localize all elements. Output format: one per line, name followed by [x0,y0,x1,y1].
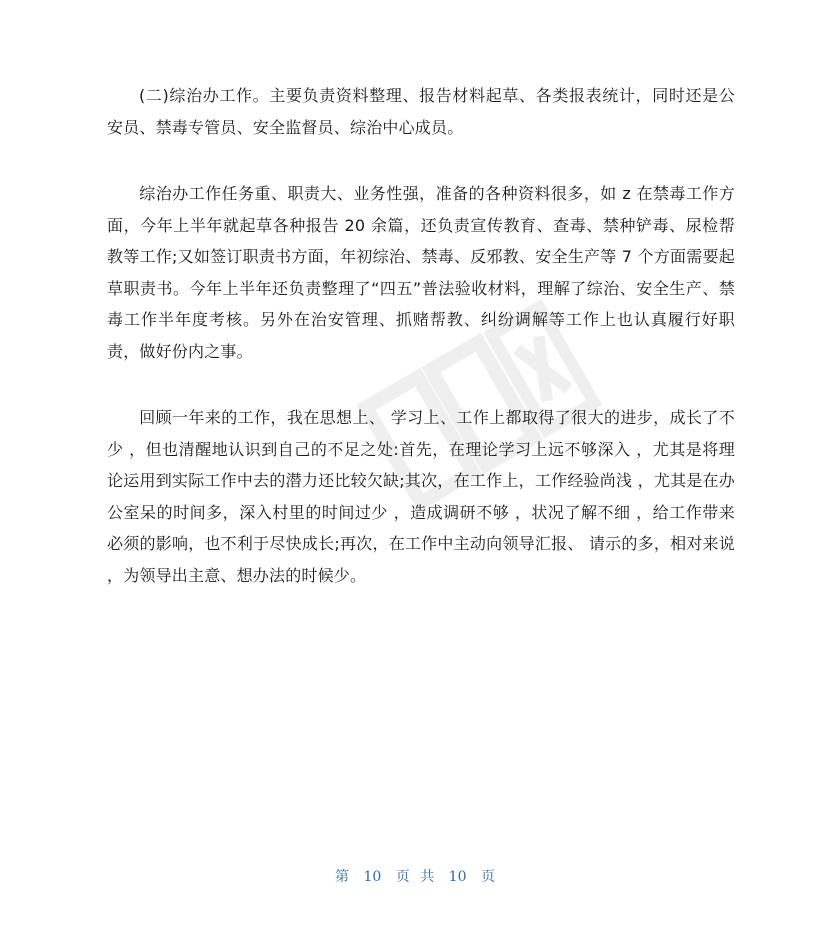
paragraph-review [107,402,735,591]
paragraph-zongzhiban-duties [107,80,735,143]
page-label-mid: 页 共 [395,869,435,885]
page-label-suffix: 页 [480,869,495,885]
paragraph-text: (二)综治办工作。主要负责资料整理、报告材料起草、各类报表统计，同时还是公安员、禁毒专管员、安全监督员、综治中心成员。 [107,86,735,137]
paragraph-text: 回顾一年来的工作，我在思想上、 学习上、工作上都取得了很大的进步，成长了不少 ，但也清醒地认识到自己的不足之处:首先，在理论学习上远不够深入 ，尤其是将理论运用到实际工作中去的潜力还比较欠缺;其次，在工作上，工作经验尚浅 ，尤其是在办公室呆的时间多，深入村里的时间过少 ，造成调研不够 ，状况了解不细 ，给工作带来必须的影响，也不利于尽快成长;再次，在工作中主动向领导汇报、 请示的多，相对来说 ，为领导出主意、想办法的时候少。 [107,408,735,585]
page-label-prefix: 第 [335,869,350,885]
paragraph-text: 综治办工作任务重、职责大、业务性强，准备的各种资料很多，如 z 在禁毒工作方面，今年上半年就起草各种报告 20 余篇，还负责宣传教育、查毒、禁种铲毒、尿检帮教等工作;又如签订职责书方面，年初综治、禁毒、反邪教、安全生产等 7 个方面需要起草职责书。今年上半年还负责整理了“四五”普法验收材料，理解了综治、安全生产、禁毒工作半年度考核。另外在治安管理、抓赌帮教、纠纷调解等工作上也认真履行好职责，做好份内之事。 [107,184,735,361]
total-pages-number: 10 [448,869,467,885]
current-page-number: 10 [363,869,382,885]
paragraph-workload [107,178,735,367]
page-footer [0,866,830,886]
